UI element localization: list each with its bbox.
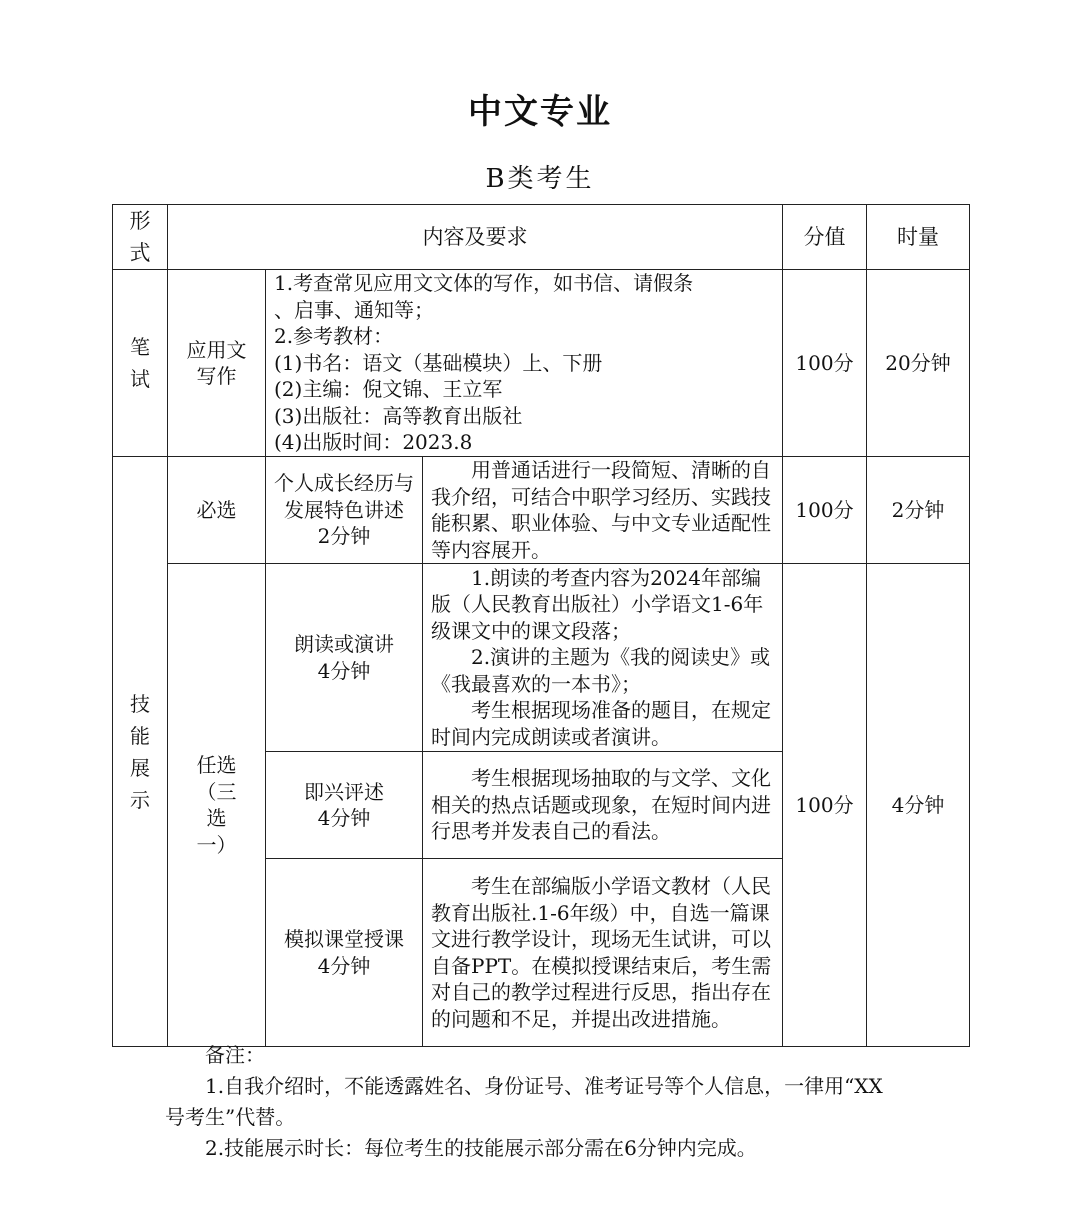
optional-item-commentary-desc (423, 752, 783, 859)
page-subtitle: B类考生 (485, 164, 595, 194)
written-form: 笔试 (113, 270, 168, 457)
required-description-text: 用普通话进行一段简短、清晰的自我介绍，可结合中职学习经历、实践技能积累、职业体验、与中文专业适配性等内容展开。 (431, 458, 771, 562)
exam-table (112, 204, 970, 1047)
required-item-name: 个人成长经历与发展特色讲述 (274, 471, 414, 522)
desc-paragraph: 考生根据现场抽取的与文学、文化相关的热点话题或现象，在短时间内进行思考并发表自己的看法。 (431, 766, 771, 844)
optional-item-name: 即兴评述 (304, 779, 384, 804)
optional-row-reading (113, 564, 970, 752)
notes-heading: 备注： (205, 1043, 265, 1067)
desc-paragraph: 考生在部编版小学语文教材（人民教育出版社.1-6年级）中，自选一篇课文进行教学设计，现场无生试讲，可以自备PPT。在模拟授课结束后，考生需对自己的教学过程进行反思，指出存在的问题和不足，并提出改进措施。 (431, 874, 772, 1031)
optional-item-reading-desc (423, 564, 783, 752)
written-row (113, 270, 970, 457)
optional-item-time: 4分钟 (317, 806, 371, 830)
optional-item-name: 朗读或演讲 (294, 632, 394, 656)
header-score: 分值 (783, 205, 867, 270)
required-category: 必选 (168, 457, 266, 564)
optional-item-time: 4分钟 (317, 658, 371, 683)
skills-form: 技能展示 (113, 457, 168, 1047)
required-row (113, 457, 970, 564)
optional-score: 100分 (783, 564, 867, 1047)
required-score: 100分 (783, 457, 867, 564)
written-line: 2.参考教材： (274, 324, 394, 349)
optional-item-teaching (266, 859, 423, 1047)
optional-item-name: 模拟课堂授课 (284, 927, 404, 951)
note-1-line-2: 号考生”代替。 (165, 1105, 296, 1129)
written-line: (4)出版时间：2023.8 (274, 430, 473, 455)
optional-category: 任选（三选一） (168, 564, 266, 1047)
desc-paragraph: 2.演讲的主题为《我的阅读史》或《我最喜欢的一本书》； (431, 645, 771, 696)
optional-item-commentary (266, 752, 423, 859)
required-item (266, 457, 423, 564)
written-content (266, 270, 783, 457)
desc-paragraph: 考生根据现场准备的题目，在规定时间内完成朗读或者演讲。 (431, 698, 771, 749)
required-item-time: 2分钟 (317, 524, 371, 549)
written-line: 、启事、通知等； (274, 297, 434, 322)
header-time: 时量 (867, 205, 970, 270)
optional-item-reading (266, 564, 423, 752)
written-category: 应用文写作 (168, 270, 266, 457)
table-header-row (113, 205, 970, 270)
header-form: 形式 (113, 205, 168, 270)
written-line: 1.考查常见应用文文体的写作，如书信、请假条 (274, 271, 694, 296)
optional-time: 4分钟 (867, 564, 970, 1047)
required-description (423, 457, 783, 564)
written-line: (3)出版社：高等教育出版社 (274, 403, 523, 428)
written-score: 100分 (783, 270, 867, 457)
written-line: (1)书名：语文（基础模块）上、下册 (274, 350, 603, 375)
notes (0, 1040, 1080, 1164)
note-1-line-1: 1.自我介绍时，不能透露姓名、身份证号、准考证号等个人信息，一律用“XX (205, 1074, 883, 1098)
optional-item-teaching-desc (423, 859, 783, 1047)
note-2: 2.技能展示时长：每位考生的技能展示部分需在6分钟内完成。 (205, 1136, 757, 1160)
required-time: 2分钟 (867, 457, 970, 564)
optional-item-time: 4分钟 (317, 953, 371, 978)
written-time: 20分钟 (867, 270, 970, 457)
page-title: 中文专业 (468, 92, 612, 132)
written-line: (2)主编：倪文锦、王立军 (274, 377, 503, 402)
header-content: 内容及要求 (168, 205, 783, 270)
desc-paragraph: 1.朗读的考查内容为2024年部编版（人民教育出版社）小学语文1-6年级课文中的课文段落； (431, 565, 764, 643)
